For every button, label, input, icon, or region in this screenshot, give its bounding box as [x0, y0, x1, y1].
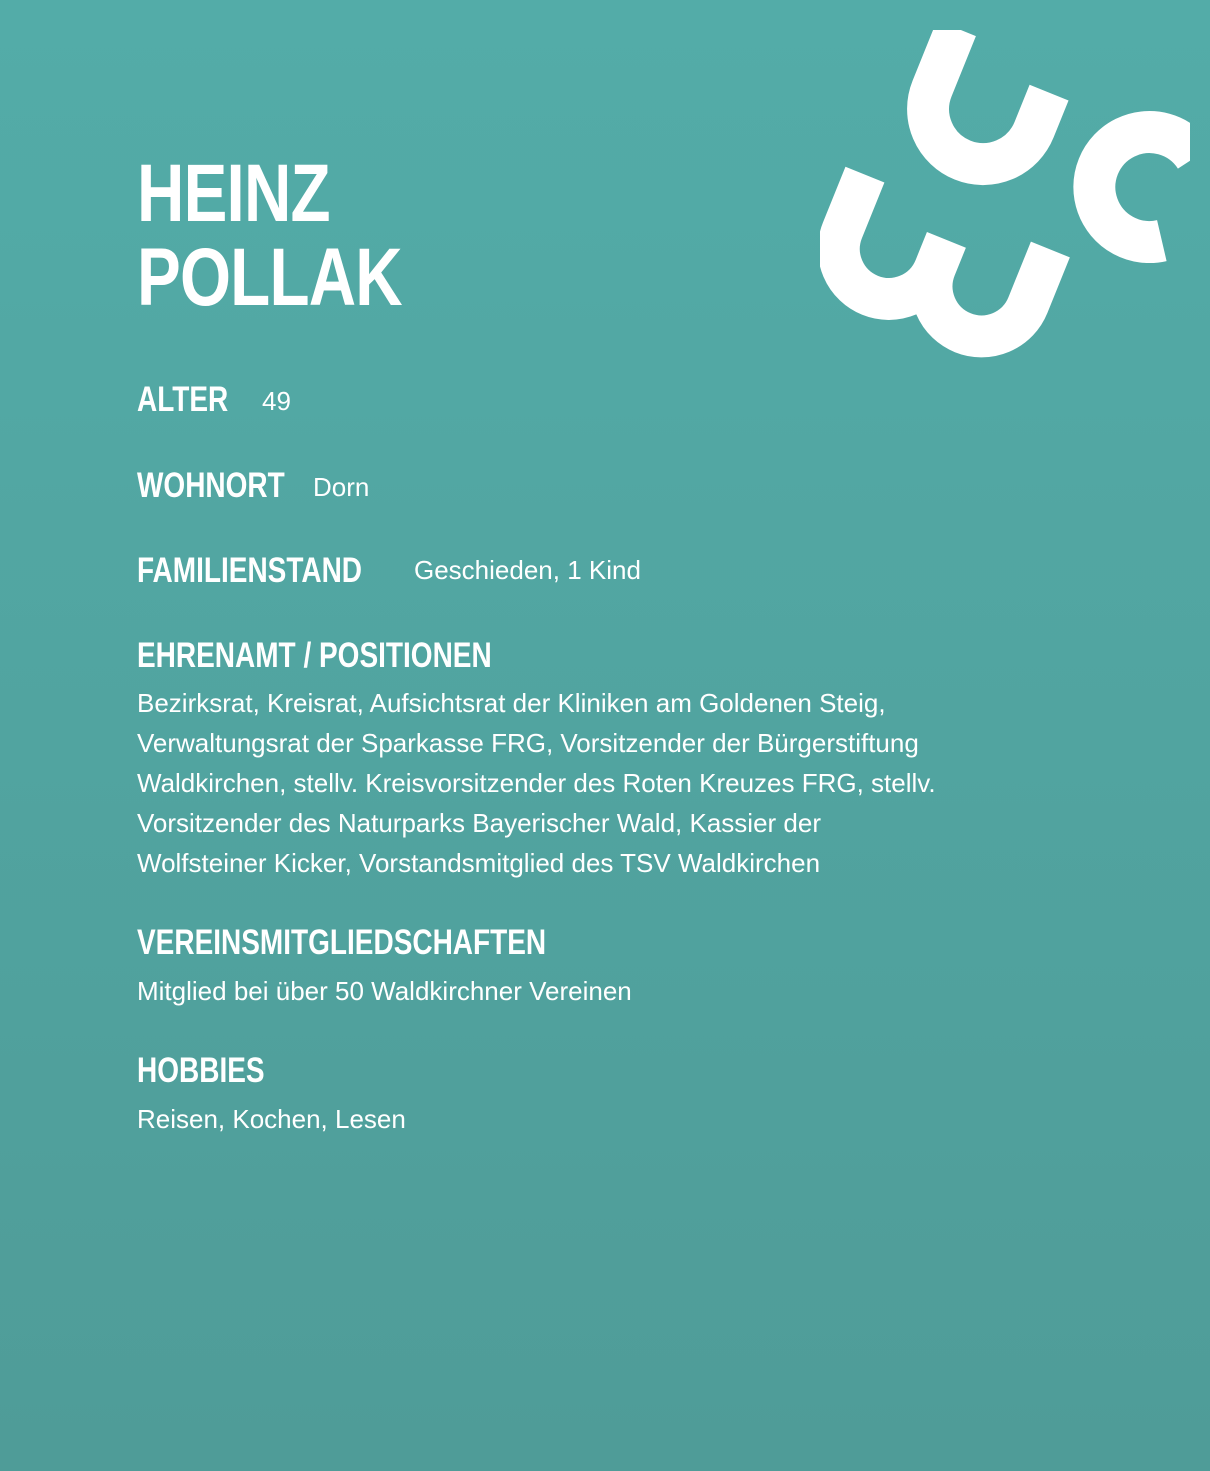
first-name: HEINZ: [137, 148, 330, 239]
ehrenamt-line: Vorsitzender des Naturparks Bayerischer Wald, Kassier der: [137, 808, 821, 838]
ehrenamt-line: Waldkirchen, stellv. Kreisvorsitzender des Roten Kreuzes FRG, stellv.: [137, 768, 936, 798]
hobbies-title: HOBBIES: [137, 1051, 265, 1090]
verein-title: VEREINSMITGLIEDSCHAFTEN: [137, 923, 547, 962]
wohnort-value: Dorn: [313, 472, 370, 502]
ehrenamt-text: [137, 683, 1077, 883]
ehrenamt-line: Wolfsteiner Kicker, Vorstandsmitglied des TSV Waldkirchen: [137, 848, 821, 878]
ehrenamt-line: Verwaltungsrat der Sparkasse FRG, Vorsitzender der Bürgerstiftung: [137, 728, 919, 758]
person-name: [137, 148, 402, 323]
last-name: POLLAK: [137, 232, 402, 323]
uwg-logo-icon: [820, 30, 1190, 400]
alter-label: ALTER: [137, 380, 229, 419]
familienstand-value: Geschieden, 1 Kind: [414, 555, 641, 585]
ehrenamt-section: [137, 636, 580, 676]
alter-value: 49: [262, 386, 291, 416]
verein-section: [137, 923, 648, 963]
ehrenamt-title: EHRENAMT / POSITIONEN: [137, 636, 492, 675]
wohnort-label: WOHNORT: [137, 466, 285, 505]
hobbies-section: [137, 1051, 296, 1091]
ehrenamt-line: Bezirksrat, Kreisrat, Aufsichtsrat der Kliniken am Goldenen Steig,: [137, 688, 886, 718]
verein-text: Mitglied bei über 50 Waldkirchner Vereinen: [137, 976, 632, 1006]
familienstand-label: FAMILIENSTAND: [137, 551, 363, 590]
hobbies-text: Reisen, Kochen, Lesen: [137, 1104, 406, 1134]
